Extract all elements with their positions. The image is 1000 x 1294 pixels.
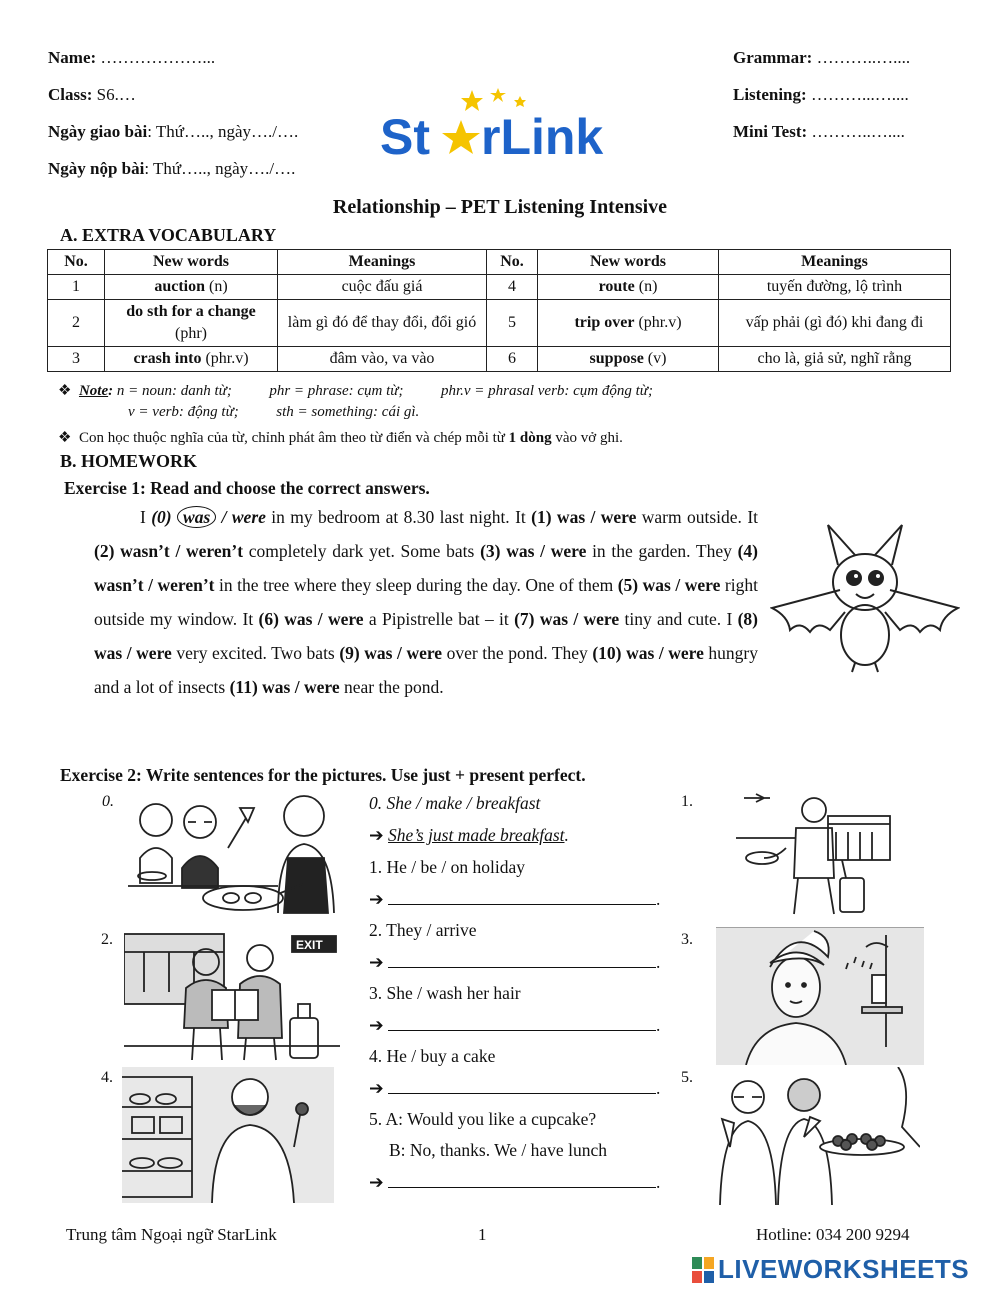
pic-label-1: 1.	[681, 793, 693, 810]
page-number: 1	[478, 1225, 487, 1244]
answer-line-2[interactable]: ➔ .	[369, 952, 661, 972]
star-icon	[461, 90, 483, 111]
page-title: Relationship – PET Listening Intensive	[332, 196, 668, 218]
name-field: Name: ………………...	[48, 48, 216, 67]
choice-7[interactable]: (7) was / were	[514, 609, 620, 629]
choice-11[interactable]: (11) was / were	[229, 677, 340, 697]
cell-meaning: cho là, giả sử, nghĩ rằng	[719, 347, 951, 372]
col-header: Meanings	[719, 250, 951, 275]
submit-date-field: Ngày nộp bài: Thứ….., ngày…./….	[48, 159, 296, 178]
star-icon	[490, 88, 506, 102]
col-header: New words	[105, 250, 278, 275]
choice-4[interactable]: (4) wasn’t / weren’t	[94, 541, 759, 595]
cell-meaning: vấp phải (gì đó) khi đang đi	[719, 300, 951, 347]
cell-meaning: cuộc đấu giá	[278, 275, 487, 300]
logo-star-icon	[442, 120, 480, 154]
cell-no: 5	[487, 300, 538, 347]
choice-8[interactable]: (8) was / were	[94, 609, 759, 663]
arrow-icon: ➔	[369, 952, 384, 972]
section-b-heading: B. HOMEWORK	[60, 451, 198, 471]
pic-label-2: 2.	[101, 931, 113, 948]
cell-word: trip over (phr.v)	[538, 300, 719, 347]
listening-score: Listening: ………...…....	[733, 85, 909, 104]
cell-word: suppose (v)	[538, 347, 719, 372]
instruction-line: ❖ Con học thuộc nghĩa của từ, chỉnh phát âm theo từ điển và chép mỗi từ 1 dòng vào vở ghi.	[58, 430, 623, 446]
cell-meaning: tuyến đường, lộ trình	[719, 275, 951, 300]
footer-center-name: Trung tâm Ngoại ngữ StarLink	[66, 1225, 277, 1244]
cell-word: do sth for a change (phr)	[105, 300, 278, 347]
arrow-icon: ➔	[369, 1015, 384, 1035]
picture-1-holiday	[736, 788, 896, 920]
choice-2[interactable]: (2) wasn’t / weren’t	[94, 541, 244, 561]
starlink-logo	[380, 86, 620, 166]
col-header: No.	[48, 250, 105, 275]
note-line-2: v = verb: động từ; sth = something: cái gì.	[128, 404, 420, 420]
liveworksheets-brand[interactable]: LIVEWORKSHEETS	[718, 1254, 970, 1284]
logo-text-st: St	[380, 109, 430, 165]
cell-no: 6	[487, 347, 538, 372]
bullet-icon: ❖	[58, 430, 72, 446]
choice-5[interactable]: (5) was / were	[617, 575, 721, 595]
answer-line-1[interactable]: ➔ .	[369, 889, 661, 909]
table-header-row	[48, 250, 951, 275]
pic-label-5: 5.	[681, 1069, 693, 1086]
choice-3[interactable]: (3) was / were	[480, 541, 587, 561]
table-row	[48, 347, 951, 372]
exercise1-passage: I (0) was / were in my bedroom at 8.30 last night. It (1) was / were warm outside. It (2) wasn’t / weren’t completely dark yet. Some bats (3) was / were in the garden. They (4) wasn’t / weren’t in the tree where they sleep during the day. One of them (5) was / were right outside my window. It (6) was / were a Pipistrelle bat – it (7) was / were tiny and cute. I (8) was / were very excited. Two bats (9) was / were over the pond. They (10) was / were hungry and a lot of insects (11) was / were near the pond.	[94, 507, 759, 697]
pic-label-3: 3.	[681, 931, 693, 948]
cell-no: 2	[48, 300, 105, 347]
prompt-1: 1. He / be / on holiday	[369, 857, 526, 877]
answer-line-4[interactable]: ➔ .	[369, 1078, 661, 1098]
prompt-5b: B: No, thanks. We / have lunch	[389, 1140, 607, 1160]
cell-no: 3	[48, 347, 105, 372]
prompt-2: 2. They / arrive	[369, 920, 477, 940]
picture-0-breakfast	[128, 788, 352, 916]
cell-no: 1	[48, 275, 105, 300]
answer-0: ➔ She’s just made breakfast.	[369, 825, 569, 845]
example-answer-circled: was	[177, 506, 216, 528]
bat-illustration	[770, 520, 960, 680]
table-row	[48, 275, 951, 300]
prompt-3: 3. She / wash her hair	[369, 983, 521, 1003]
answer-line-5[interactable]: ➔ .	[369, 1172, 661, 1192]
picture-2-arrive	[124, 928, 340, 1062]
cell-word: route (n)	[538, 275, 719, 300]
exercise1-title: Exercise 1: Read and choose the correct answers.	[64, 478, 430, 498]
picture-5-have-lunch	[712, 1067, 920, 1205]
col-header: New words	[538, 250, 719, 275]
col-header: Meanings	[278, 250, 487, 275]
exit-sign: EXIT	[296, 938, 323, 952]
prompt-4: 4. He / buy a cake	[369, 1046, 496, 1066]
bullet-icon: ❖	[58, 383, 72, 399]
exercise2-title: Exercise 2: Write sentences for the pictures. Use just + present perfect.	[60, 765, 586, 785]
prompt-0: 0. She / make / breakfast	[369, 793, 541, 813]
table-row	[48, 300, 951, 347]
choice-6[interactable]: (6) was / were	[258, 609, 364, 629]
choice-10[interactable]: (10) was / were	[592, 643, 704, 663]
liveworksheets-logo-icon	[692, 1257, 714, 1283]
vocabulary-table	[47, 249, 951, 372]
pic-label-4: 4.	[101, 1069, 113, 1086]
picture-3-wash-hair	[716, 927, 924, 1065]
cell-word: auction (n)	[105, 275, 278, 300]
arrow-icon: ➔	[369, 1172, 384, 1192]
pic-label-0: 0.	[102, 793, 114, 810]
cell-meaning: làm gì đó để thay đổi, đổi gió	[278, 300, 487, 347]
prompt-5a: 5. A: Would you like a cupcake?	[369, 1109, 597, 1129]
arrow-icon: ➔	[369, 1078, 384, 1098]
star-icon	[514, 96, 526, 107]
picture-4-buy-cake	[122, 1067, 334, 1203]
grammar-score: Grammar: ………..…....	[733, 48, 911, 67]
choice-9[interactable]: (9) was / were	[339, 643, 443, 663]
cell-word: crash into (phr.v)	[105, 347, 278, 372]
choice-1[interactable]: (1) was / were	[531, 507, 637, 527]
assign-date-field: Ngày giao bài: Thứ….., ngày…./….	[48, 122, 299, 141]
logo-text-rlink: rLink	[481, 109, 604, 165]
arrow-icon: ➔	[369, 825, 384, 845]
col-header: No.	[487, 250, 538, 275]
minitest-score: Mini Test: ………..…....	[733, 122, 905, 141]
arrow-icon: ➔	[369, 889, 384, 909]
section-a-heading: A. EXTRA VOCABULARY	[60, 225, 277, 245]
cell-meaning: đâm vào, va vào	[278, 347, 487, 372]
footer-hotline: Hotline: 034 200 9294	[756, 1225, 910, 1244]
cell-no: 4	[487, 275, 538, 300]
answer-line-3[interactable]: ➔ .	[369, 1015, 661, 1035]
class-field: Class: S6.…	[48, 85, 136, 104]
note-line-1: ❖ Note: n = noun: danh từ; phr = phrase: cụm từ; phr.v = phrasal verb: cụm động từ;	[58, 383, 653, 399]
